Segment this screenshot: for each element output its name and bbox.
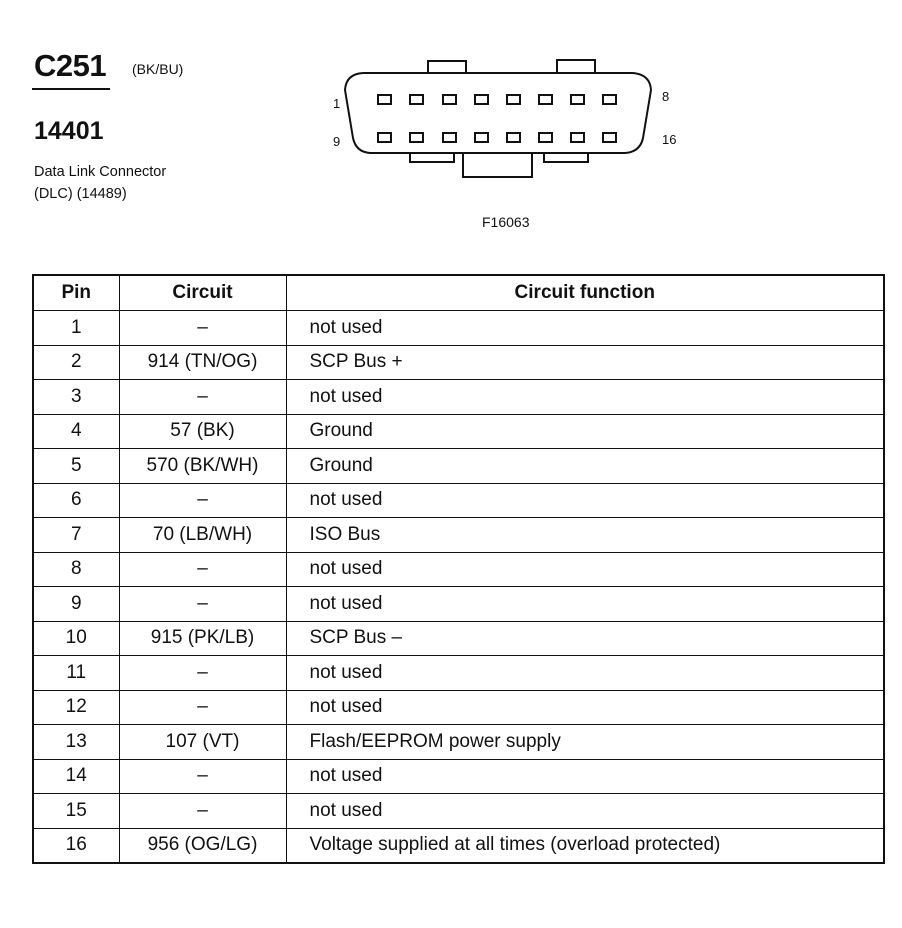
pin-cell: 13 (33, 725, 119, 760)
pin-table (32, 274, 885, 864)
function-cell: Flash/EEPROM power supply (286, 725, 884, 760)
pin-label-9: 9 (333, 134, 341, 149)
circuit-cell: 107 (VT) (119, 725, 286, 760)
table-row (33, 449, 884, 484)
circuit-cell: – (119, 690, 286, 725)
pin-cell: 10 (33, 621, 119, 656)
table-row (33, 483, 884, 518)
function-cell: not used (286, 380, 884, 415)
circuit-cell: – (119, 552, 286, 587)
pin-cell: 5 (33, 449, 119, 484)
function-cell: not used (286, 483, 884, 518)
connector-description-line2: (DLC) (14489) (34, 186, 127, 202)
figure-id: F16063 (482, 214, 530, 230)
table-row (33, 311, 884, 346)
function-cell: Ground (286, 414, 884, 449)
connector-description-line1: Data Link Connector (34, 164, 167, 180)
circuit-cell: – (119, 794, 286, 829)
pin-cell: 6 (33, 483, 119, 518)
table-row (33, 828, 884, 863)
pin-label-1: 1 (333, 96, 341, 111)
circuit-cell: 570 (BK/WH) (119, 449, 286, 484)
pin-cell: 1 (33, 311, 119, 346)
function-cell: not used (286, 311, 884, 346)
dlc-connector-diagram (320, 50, 670, 185)
circuit-cell: – (119, 759, 286, 794)
connector-color: (BK/BU) (132, 61, 184, 77)
circuit-cell: 70 (LB/WH) (119, 518, 286, 553)
pin-cell: 2 (33, 345, 119, 380)
table-row (33, 656, 884, 691)
function-cell: ISO Bus (286, 518, 884, 553)
pin-cell: 9 (33, 587, 119, 622)
table-header-row (33, 275, 884, 311)
circuit-cell: – (119, 483, 286, 518)
function-cell: SCP Bus + (286, 345, 884, 380)
pin-cell: 16 (33, 828, 119, 863)
pin-cell: 12 (33, 690, 119, 725)
circuit-cell: 915 (PK/LB) (119, 621, 286, 656)
pin-label-16: 16 (662, 132, 677, 147)
function-cell: not used (286, 759, 884, 794)
circuit-cell: – (119, 656, 286, 691)
header-function: Circuit function (286, 275, 884, 311)
table-row (33, 621, 884, 656)
function-cell: Voltage supplied at all times (overload protected) (286, 828, 884, 863)
function-cell: SCP Bus – (286, 621, 884, 656)
table-row (33, 345, 884, 380)
function-cell: not used (286, 587, 884, 622)
table-row (33, 759, 884, 794)
connector-id: C251 (34, 48, 107, 83)
table-row (33, 587, 884, 622)
header-circuit: Circuit (119, 275, 286, 311)
pin-cell: 15 (33, 794, 119, 829)
pin-cell: 4 (33, 414, 119, 449)
pin-label-8: 8 (662, 89, 670, 104)
circuit-cell: 914 (TN/OG) (119, 345, 286, 380)
part-number: 14401 (34, 117, 104, 145)
table-row (33, 690, 884, 725)
table-row (33, 414, 884, 449)
table-row (33, 794, 884, 829)
function-cell: not used (286, 656, 884, 691)
table-row (33, 380, 884, 415)
pin-cell: 7 (33, 518, 119, 553)
circuit-cell: – (119, 380, 286, 415)
pin-cell: 14 (33, 759, 119, 794)
pin-cell: 8 (33, 552, 119, 587)
circuit-cell: 956 (OG/LG) (119, 828, 286, 863)
function-cell: not used (286, 794, 884, 829)
circuit-cell: – (119, 587, 286, 622)
circuit-cell: 57 (BK) (119, 414, 286, 449)
function-cell: not used (286, 690, 884, 725)
table-row (33, 552, 884, 587)
header-pin: Pin (33, 275, 119, 311)
circuit-cell: – (119, 311, 286, 346)
pin-cell: 11 (33, 656, 119, 691)
function-cell: Ground (286, 449, 884, 484)
function-cell: not used (286, 552, 884, 587)
pin-cell: 3 (33, 380, 119, 415)
table-row (33, 518, 884, 553)
title-rule (32, 88, 110, 90)
table-row (33, 725, 884, 760)
